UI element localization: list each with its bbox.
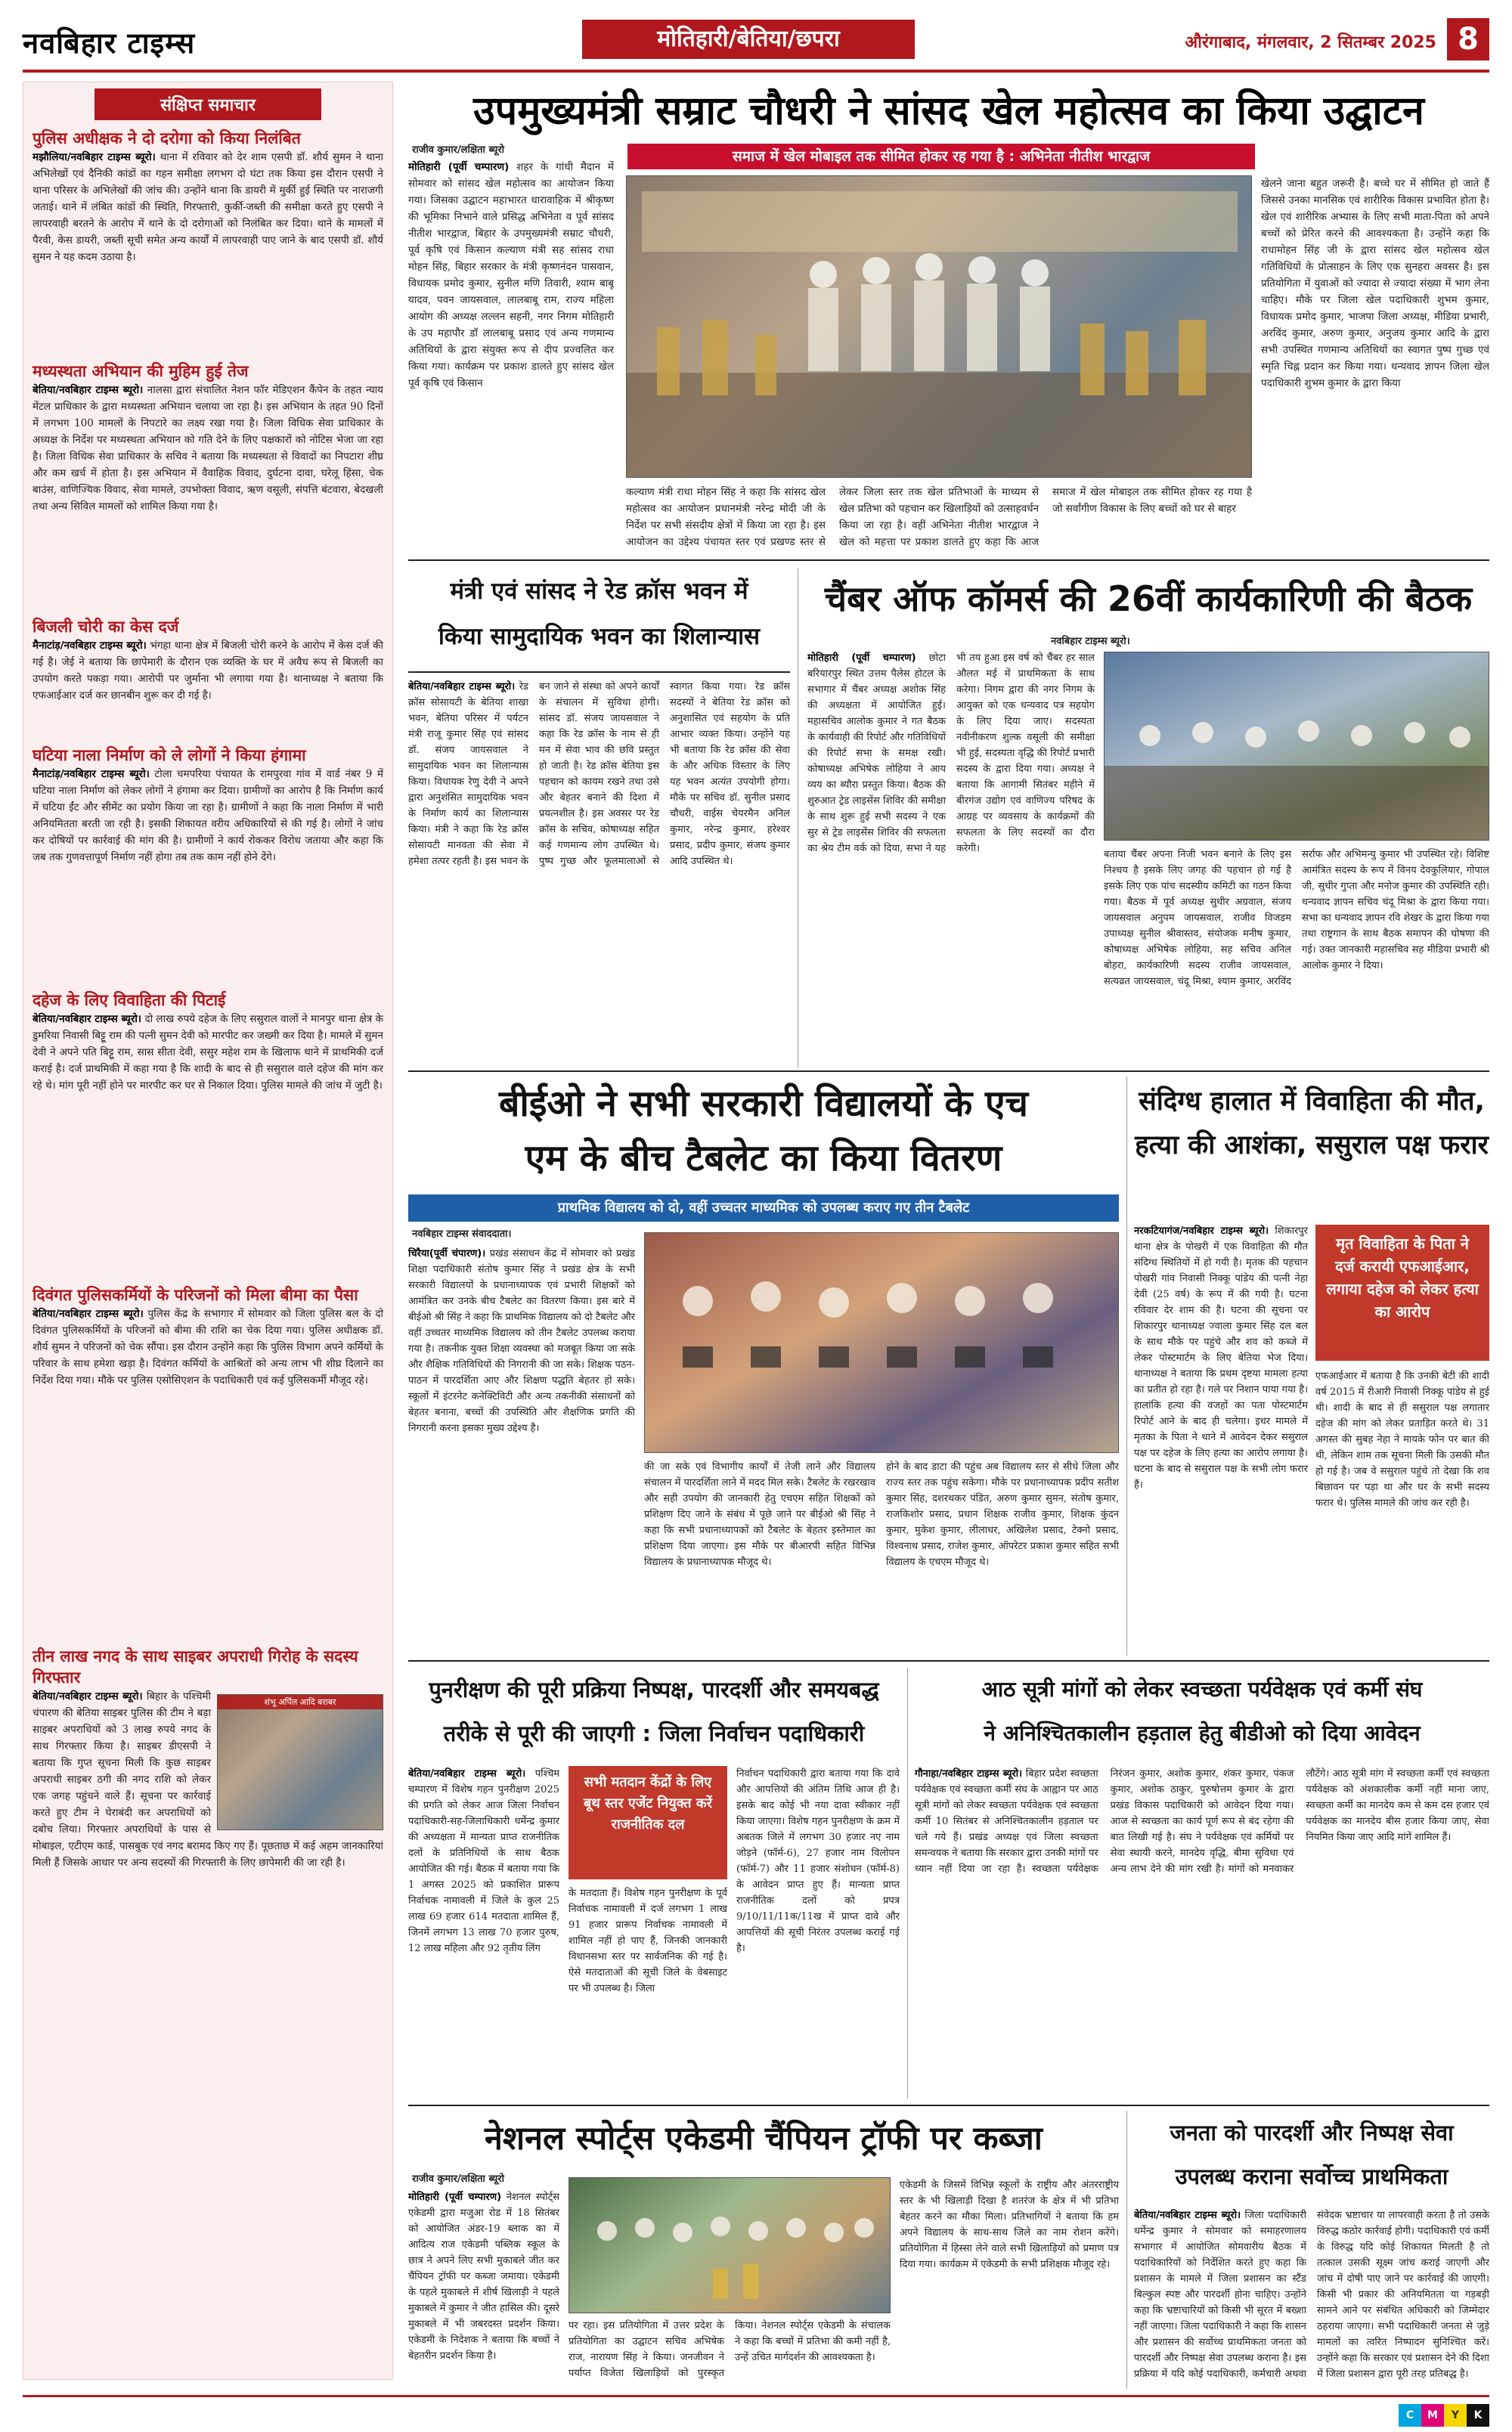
briefs-column xyxy=(23,82,393,2380)
brief-text: बिहार के पश्चिमी चंपारण की बेतिया साइबर पुलिस की टीम ने बड़ा साइबर अपराधियों को 3 लाख रुपये नगद के साथ गिरफ्तार किया है। साइबर डीएसपी ने बताया कि गुप्त सूचना मिली कि कुछ साइबर अपराधी साइबर ठगी की नगद राशि को लेकर एक जगह पहुंचने वाले हैं। सूचना पर कार्रवाई करते हुए टीम ने घेराबंदी कर अपराधियों को दबोच लिया। गिरफ्तार अपराधियों के पास से मोबाइल, एटीएम कार्ड, पासबुक एवं नगद बरामद किए गए हैं। पूछताछ में कई अहम जानकारियां मिली हैं जिसके आधार पर अन्य सदस्यों की गिरफ्तारी के लिए छापेमारी की जा रही है। xyxy=(33,1690,383,1869)
chamber-photo xyxy=(1104,652,1489,841)
tablet-photo xyxy=(644,1232,1119,1453)
brief-title: पुलिस अधीक्षक ने दो दरोगा को किया निलंबित xyxy=(33,129,301,147)
tablet-body-left-text: प्रखंड संसाधन केंद्र में सोमवार को प्रखंड शिक्षा पदाधिकारी संतोष कुमार सिंह ने प्रखंड क्षेत्र के सभी सरकारी विद्यालयों के प्रधानाध्यापक एवं प्रभारी शिक्षकों को आमंत्रित कर उनके बीच टैबलेट का वितरण किया। इस बारे में बीईओ श्री सिंह ने कहा कि प्राथमिक विद्यालय को दो टैबलेट और वहीं उच्चतर माध्यमिक विद्यालय को तीन टैबलेट उपलब्ध कराया गया है। तकनीक युक्त शिक्षा व्यवस्था को मजबूत किया जा सके और शैक्षिक गतिविधियों की निगरानी की जा सके। शिक्षक पठन-पाठन में पारदर्शिता आए और शिक्षण पद्धति बेहतर हो सके। स्कूलों में इंटरनेट कनेक्टिविटी और अन्य तकनीकी संसाधनों को बेहतर बनाना, बच्चों की उपस्थिति और शैक्षणिक प्रगति की निगरानी करना इसका मुख्य उद्देश्य है। xyxy=(408,1248,635,1434)
tablet-body-left xyxy=(408,1246,635,1654)
lead-byline: राजीव कुमार/लक्षिता ब्यूरो xyxy=(412,144,505,156)
election-pull-quote: सभी मतदान केंद्रों के लिए बूथ स्तर एजेंट नियुक्त करें राजनीतिक दल xyxy=(569,1766,727,1879)
tablet-headline-line1: बीईओ ने सभी सरकारी विद्यालयों के एच xyxy=(499,1083,1028,1125)
lead-body-right: खेलने जाना बहुत जरूरी है। बच्चे घर में सीमित हो जाते हैं जिससे उनका मानसिक एवं शारीरिक विकास प्रभावित होता है। खेल एवं शारीरिक अभ्यास के लिए सभी माता-पिता को अपने बच्चों को प्रेरित करने की आवश्यकता है। उन्होंने कहा कि राधामोहन सिंह जी के द्वारा सांसद खेल महोत्सव खेल गतिविधियों के प्रोत्साहन के लिए एक सुनहरा अवसर है। इस प्रतियोगिता में युवाओं को ज्यादा से ज्यादा संख्या में भाग लेना चाहिए। मौके पर जिला खेल पदाधिकारी शुभम कुमार, विधायक प्रमोद कुमार, भाजपा जिला अध्यक्ष, मीडिया प्रभारी, अरविंद कुमार, अरुण कुमार, अनुजय कुमार आदि के द्वारा सभी उपस्थित गणमान्य अतिथियों का स्वागत पुष्प गुच्छ एवं स्मृति चिह्न प्रदान कर किया गया। धन्यवाद ज्ञापन जिला खेल पदाधिकारी शुभम कुमार के द्वारा किया xyxy=(1261,178,1489,389)
election-body-left xyxy=(408,1766,559,2099)
chamber-body-left xyxy=(807,650,1095,1064)
lead-photo xyxy=(626,175,1252,478)
cmyk-c-mark: C xyxy=(1399,2404,1421,2427)
section-banner: मोतिहारी/बेतिया/छपरा xyxy=(582,20,915,59)
brief-dateline: मझौलिया/नवबिहार टाइम्स ब्यूरो। xyxy=(33,151,156,163)
janta-headline-line2: उपलब्ध कराना सर्वोच्च प्राथमिकता xyxy=(1175,2164,1448,2189)
brief-dateline: बेतिया/नवबिहार टाइम्स ब्यूरो। xyxy=(33,1690,143,1702)
lead-banner: समाज में खेल मोबाइल तक सीमित होकर रह गया है : अभिनेता नीतीश भारद्वाज xyxy=(627,144,1255,169)
tablet-body-right: होने के बाद डाटा की पहुंच अब विद्यालय स्तर से सीधे जिला और राज्य स्तर तक पहुंच सकेगा। मौके पर प्रधानाध्यापक प्रदीप सतीश कुमार सिंह, दशरथकर पंडित, अरुण कुमार सुमन, संतोष कुमार, राजकिशोर प्रसाद, प्रधान शिक्षक राजीव कुमार, शिक्षक कुंदन कुमार, मुकेश कुमार, लीलाधर, अखिलेश प्रसाद, टेक्नो प्रसाद, विश्वनाथ प्रसाद, राजेश कुमार, ऑपरेटर प्रकाश कुमार सहित सभी विद्यालय के एचएम मौजूद थे। xyxy=(886,1461,1119,1568)
dowry-body-side: एफआईआर में बताया है कि उनकी बेटी की शादी वर्ष 2015 में रीआरी निवासी निक्कू पांडेय से हुई थी। शादी के बाद से ही ससुराल पक्ष लगातार दहेज की मांग को लेकर प्रताड़ित करते थे। 31 अगस्त की सुबह नेहा ने मायके फोन पर बात की थी, लेकिन शाम तक सूचना मिली कि उसकी मौत हो गई है। जब वे ससुराल पहुंचे तो देखा कि शव बिछावन पर पड़ा था और घर के सभी सदस्य फरार थे। पुलिस मामले की जांच कर रही है। xyxy=(1315,1371,1489,1509)
brief-item xyxy=(23,982,392,1277)
lead-bottom-rule xyxy=(408,559,1489,561)
page-number: 8 xyxy=(1447,18,1489,60)
academy-body-left xyxy=(408,2189,559,2387)
brief-dateline: बेतिया/नवबिहार टाइम्स ब्यूरो। xyxy=(33,384,144,396)
dowry-body-text: शिकारपुर थाना क्षेत्र के पोखरी में एक विवाहिता की मौत संदिग्ध स्थितियों में हो गयी है। मृतक की पहचान पोखरी गांव निवासी निक्कू पांडेय की पत्नी नेहा देवी (25 वर्ष) के रूप में की गयी है। घटना रविवार देर शाम की है। घटना की सूचना पर शिकारपुर थानाध्यक्ष ज्वाला कुमार सिंह दल बल के साथ मौके पर पहुंचे और शव को कब्जे में लेकर पोस्टमार्टम के लिए बेतिया भेज दिया। थानाध्यक्ष ने बताया कि प्रथम दृष्टया मामला हत्या का प्रतीत हो रहा है। गले पर निशान पाया गया है। हालांकि हत्या की वजहों का पता पोस्टमार्टम रिपोर्ट आने के बाद ही चलेगा। इधर मामले में मृतका के पिता ने थाने में आवेदन देकर ससुराल पक्ष पर दहेज के लिए हत्या का आरोप लगाया है। घटना के बाद से ससुराल पक्ष के सभी लोग फरार हैं। xyxy=(1134,1225,1308,1491)
tablet-headline-line2: एम के बीच टैबलेट का किया वितरण xyxy=(525,1137,1002,1179)
redcross-headline-line1: मंत्री एवं सांसद ने रेड क्रॉस भवन में xyxy=(450,578,748,605)
janta-dateline: बेतिया/नवबिहार टाइम्स ब्यूरो। xyxy=(1134,2210,1241,2221)
chamber-body-right: बताया चैंबर अपना निजी भवन बनाने के लिए इस निश्चय है इसके लिए जगह की पहचान हो गई है इसके लिए एक पांच सदस्यीय कमिटी का गठन किया गया। बैठक में पूर्व अध्यक्ष सुधीर अग्रवाल, संजय जायसवाल अनुपम जायसवाल, राजीव विजडम उपाध्यक्ष सुनील श्रीवास्तव, संयोजक मनीष कुमार, कोषाध्यक्ष अभिषेक लोहिया, सह सचिव अनिल बोहरा, कार्यकारिणी सदस्य राजीव जायसवाल, सत्यव्रत जायसवाल, चंदू मिश्रा, श्याम कुमार, अरविंद सर्राफ और अभिमन्यु कुमार भी उपस्थित रहे। विशिष्ट आमंत्रित सदस्य के रूप में विनय देवकुलियार, गोपाल जी, सुधीर गुप्ता और मनोज कुमार की उपस्थिति रही। धन्यवाद ज्ञापन सचिव चंदू मिश्रा के द्वारा किया गया। सभा का धन्यवाद ज्ञापन रवि शेखर के द्वारा किया गया तथा राष्ट्रगान के साथ बैठक समापन की घोषणा की गई। उक्त जानकारी महासचिव सह मीडिया प्रभारी श्री आलोक कुमार ने दिया। xyxy=(1104,849,1489,987)
brief-text: पुलिस केंद्र के सभागार में सोमवार को जिला पुलिस बल के दो दिवंगत पुलिसकर्मियों के परिजनों को बीमा की राशि का चेक दिया गया। पुलिस अधीक्षक डॉ. शौर्य सुमन ने परिजनों को चेक सौंपा। इस दौरान उन्होंने कहा कि पुलिस विभाग अपने कर्मियों के परिवार के साथ हमेशा खड़ा है। दिवंगत कर्मियों के आश्रितों को अन्य लाभ भी शीघ्र दिलाने का निर्देश दिया गया। मौके पर पुलिस एसोसिएशन के पदाधिकारी एवं कई पुलिसकर्मी मौजूद रहे। xyxy=(33,1308,383,1386)
brief-text: टोला चमपरिया पंचायत के रामपुरवा गांव में वार्ड नंबर 9 में घटिया नाला निर्माण को लेकर लोगों ने हंगामा कर दिया। ग्रामीणों का आरोप है कि निर्माण कार्य में घटिया ईंट और सीमेंट का प्रयोग किया जा रहा है। ग्रामीणों ने कहा कि नाला निर्माण में भारी अनियमितता बरती जा रही है। इसकी शिकायत वरीय अधिकारियों से की गई है। लोगों ने जांच कर दोषियों पर कार्रवाई की मांग की है। ग्रामीणों ने कार्य रोककर विरोध जताया और कहा कि जब तक गुणवत्तापूर्ण निर्माण नहीं होगा तब तक काम नहीं होने देंगे। xyxy=(33,768,383,863)
chamber-byline: नवबिहार टाइम्स ब्यूरो। xyxy=(1051,636,1130,647)
election-body-mid: के मतदाता हैं। विशेष गहन पुनरीक्षण के पूर्व निर्वाचक नामावली में दर्ज लगभग 1 लाख 91 हजार प्रारूप निर्वाचक नामावली में शामिल नहीं हो पाए हैं, जिनकी जानकारी विधानसभा स्तर पर सार्वजनिक की गई है। ऐसे मतदाताओं की सूची जिले के वेबसाइट पर भी उपलब्ध है। जिला xyxy=(569,1888,727,1994)
brief-item xyxy=(23,1638,392,2308)
tablet-body-mid: की जा सके एवं विभागीय कार्यों में तेजी लाने और विद्यालय संचालन में पारदर्शिता लाने में मदद मिल सके। टैबलेट के रखरखाव और सही उपयोग की जानकारी हेतु एचएम सहित शिक्षकों को प्रशिक्षण दिए जाने के संबंध में पूछे जाने पर बीईओ श्री सिंह ने कहा कि सभी प्रधानाध्यापकों को टैबलेट के बेहतर इस्तेमाल का प्रशिक्षण दिया जाएगा। इस मौके पर बीआरपी सहित विभिन्न विद्यालय के प्रधानाध्यापक मौजूद थे। xyxy=(644,1461,875,1568)
dowry-headline: संदिग्ध हालात में विवाहिता की मौत, हत्या की आशंका, ससुराल पक्ष फरार xyxy=(1135,1086,1489,1160)
tablet-dateline: चिरैया(पूर्वी चंपारण)। xyxy=(408,1248,486,1259)
lead-caption: कल्याण मंत्री राधा मोहन सिंह ने कहा कि सांसद खेल महोत्सव का आयोजन प्रधानमंत्री नरेन्द्र मोदी जी के निर्देश पर सभी संसदीय क्षेत्रों में किया जा रहा है। इस आयोजन का उद्देश्य पंचायत स्तर एवं प्रखण्ड स्तर से लेकर जिला स्तर तक खेल प्रतिभाओं के माध्यम से खेल प्रतिभा को पहचान कर खिलाड़ियों को उत्साहवर्धन किया जा रहा है। वहीं अभिनेता नीतीश भारद्वाज ने खेल को महत्ता पर प्रकाश डालते हुए कहा कि आज समाज में खेल मोबाइल तक सीमित होकर रह गया है जो सर्वांगीण विकास के लिए बच्चों को घर से बाहर xyxy=(626,486,1252,548)
mid-rule xyxy=(408,1070,1489,1072)
tablet-byline: नवबिहार टाइम्स संवाददाता। xyxy=(412,1228,512,1240)
janta-body xyxy=(1134,2207,1489,2387)
redcross-headline xyxy=(408,568,790,667)
brief-item xyxy=(23,353,392,609)
masthead xyxy=(23,14,1489,74)
dowry-body-top xyxy=(1134,1223,1308,1654)
brief-title: मध्यस्थता अभियान की मुहिम हुई तेज xyxy=(33,362,249,380)
janta-headline-line1: जनता को पारदर्शी और निष्पक्ष सेवा xyxy=(1170,2120,1454,2145)
mid-rule-3 xyxy=(408,2105,1489,2106)
brief-text: दो लाख रुपये दहेज के लिए ससुराल वालों ने मानपुर थाना क्षेत्र के डुमरिया निवासी बिट्टू राम की पत्नी सुमन देवी को मारपीट कर जख्मी कर दिया है। मामले में सुमन देवी ने अपने पति बिट्टू राम, सास सीता देवी, ससुर महेश राम के खिलाफ थाने में प्राथमिकी दर्ज कराई है। दर्ज प्राथमिकी में कहा गया है कि शादी के बाद से ही ससुराल वाले दहेज की मांग कर रहे थे। मांग पूरी नहीं होने पर मारपीट कर घर से निकाल दिया। पुलिस मामले की जांच में जुटी है। xyxy=(33,1013,383,1092)
redcross-headline-rule xyxy=(408,671,790,673)
election-headline xyxy=(408,1668,900,1758)
tablet-banner: प्राथमिक विद्यालय को दो, वहीं उच्चतर माध्यमिक को उपलब्ध कराए गए तीन टैबलेट xyxy=(408,1194,1119,1222)
lead-headline: उपमुख्यमंत्री सम्राट चौधरी ने सांसद खेल महोत्सव का किया उद्घाटन xyxy=(473,88,1424,134)
chamber-dateline: मोतिहारी (पूर्वी चम्पारण) xyxy=(807,652,916,664)
election-body-right: निर्वाचन पदाधिकारी द्वारा बताया गया कि दावे और आपत्तियों की अंतिम तिथि आज ही है। इसके बाद कोई भी नया दावा स्वीकार नहीं किया जाएगा। विशेष गहन पुनरीक्षण के क्रम में अबतक जिले में लगभग 30 हजार नए नाम जोड़ने (फॉर्म-6), 27 हजार नाम विलोपन (फॉर्म-7) और 11 हजार संशोधन (फॉर्म-8) के आवेदन प्राप्त हुए हैं। मान्यता प्राप्त राजनीतिक दलों को प्रपत्र 9/10/11/11क/11ख में प्राप्त दावे और आपत्तियों की सूची निरंतर उपलब्ध कराई गई है। xyxy=(736,1768,900,1954)
chamber-photo-art xyxy=(1105,652,1489,841)
redcross-headline-line2: किया सामुदायिक भवन का शिलान्यास xyxy=(438,623,761,650)
academy-byline: राजीव कुमार/लक्षिता ब्यूरो xyxy=(412,2173,505,2185)
brief-title: बिजली चोरी का केस दर्ज xyxy=(33,618,179,636)
janta-body-text: जिला पदाधिकारी धर्मेन्द्र कुमार ने सोमवार को समाहरणालय सभागार में आयोजित सोमवारीय बैठक में पदाधिकारियों को निर्देशित करते हुए कहा कि प्रशासन के मामले में जिला प्रशासन का स्टैंड बिल्कुल स्पष्ट और पारदर्शी होना चाहिए। उन्होंने कहा कि भ्रष्टाचारियों को किसी भी सूरत में बख्शा नहीं जाएगा। जिला पदाधिकारी ने कहा कि शासन और प्रशासन की सर्वोच्च प्राथमिकता जनता को पारदर्शी और निष्पक्ष सेवा उपलब्ध कराना है। इस प्रक्रिया में यदि कोई पदाधिकारी, कर्मचारी अथवा संवेदक भ्रष्टाचार या लापरवाही करता है तो उसके विरुद्ध कठोर कार्रवाई होगी। पदाधिकारी एवं कर्मी के विरुद्ध यदि कोई शिकायत मिलती है तो तत्काल उसकी सूक्ष्म जांच कराई जाएगी और जांच में दोषी पाए जाने पर कार्रवाई की जाएगी। किसी भी प्रकार की अनियमितता या गड़बड़ी सामने आने पर संबंधित अधिकारी को जिम्मेदार ठहराया जाएगा। सभी पदाधिकारी जनता से जुड़े मामलों का त्वरित निष्पादन सुनिश्चित करें। उन्होंने कहा कि सरकार एवं प्रशासन देने की दिशा में जिला प्रशासन द्वारा पूरी तरह प्रतिबद्ध है। xyxy=(1134,2210,1489,2380)
election-headline-line1: पुनरीक्षण की पूरी प्रक्रिया निष्पक्ष, पारदर्शी और समयबद्ध xyxy=(429,1677,879,1702)
brief-text: थाना में रविवार को देर शाम एसपी डॉ. शौर्य सुमन ने थाना अभिलेखों एवं दैनिकी कांडों का गहन समीक्षा लगभग दो घंटा तक किया इस दौरान एसपी ने थाना परिसर के अभिलेखों की जांच की। उन्होंने थाना कि डायरी में मुर्की हुई स्थिति पर नाराजगी जताई। थाने में लंबित कांडों की स्थिति, गिरफ्तारी, कुर्की-जब्ती की समीक्षा करते हुए एसपी ने लापरवाही बरतने के आरोप में थाने के दो दरोगाओं को निलंबित कर दिया। थाने के मामलों में पैरवी, केस डायरी, जब्ती सूची समेत अन्य कार्यों में लापरवाही पाए जाने के बाद एसपी डॉ. शौर्य सुमन ने यह कदम उठाया है। xyxy=(33,151,383,263)
lead-body-left-text: शहर के गांधी मैदान में सोमवार को सांसद खेल महोत्सव का आयोजन किया गया। जिसका उद्घाटन महाभारत धारावाहिक में श्रीकृष्ण की भूमिका निभाने वाले प्रसिद्ध अभिनेता व पूर्व सांसद नीतीश भारद्वाज, बिहार के उपमुख्यमंत्री सम्राट चौधरी, पूर्व कृषि एवं किसान कल्याण मंत्री सह सांसद राधा मोहन सिंह, बिहार सरकार के मंत्री कृष्णनंदन पासवान, विधायक प्रमोद कुमार, सुनील मणि तिवारी, श्याम बाबू यादव, पवन जायसवाल, लालबाबू राम, राज्य महिला आयोग की अध्यक्ष लल्लन सहनी, नगर निगम मोतिहारी के उप महापौर डॉ लालबाबू प्रसाद एवं अन्य गणमान्य अतिथियों के द्वारा संयुक्त रूप से दीप प्रज्वलित कर किया गया। कार्यक्रम पर प्रकाश डालते हुए सांसद खेल पूर्व कृषि एवं किसान xyxy=(408,161,614,389)
academy-dateline: मोतिहारी (पूर्वी चम्पारण) xyxy=(408,2192,502,2203)
brief-body xyxy=(33,766,383,982)
academy-headline: नेशनल स्पोर्ट्स एकेडमी चैंपियन ट्रॉफी पर कब्जा xyxy=(485,2120,1043,2158)
mid-rule-2 xyxy=(408,1660,1489,1662)
strike-body xyxy=(915,1766,1489,2099)
strike-headline-line2: ने अनिश्चितकालीन हड़ताल हेतु बीडीओ को दिया आवेदन xyxy=(984,1721,1421,1746)
brief-title: तीन लाख नगद के साथ साइबर अपराधी गिरोह के सदस्य गिरफ्तार xyxy=(33,1647,358,1687)
janta-headline xyxy=(1134,2111,1489,2201)
cmyk-marks xyxy=(1399,2404,1489,2427)
lead-photo-art xyxy=(627,176,1252,478)
strike-headline xyxy=(915,1668,1489,1758)
brief-dateline: मैनाटांड़/नवबिहार टाइम्स ब्यूरो। xyxy=(33,768,150,780)
brief-dateline: मैनाटांड़/नवबिहार टाइम्स ब्यूरो। xyxy=(33,640,147,652)
brief-text: नालसा द्वारा संचालित नेशन फॉर मेडिएशन कैंपेन के तहत न्याय मेंटल प्राधिकार के द्वारा मध्यस्थता अभियान चलाया जा रहा है। इस अभियान के तहत 90 दिनों में लगभग 100 मामलों के निपटारे का लक्ष्य रखा गया है। जिला विधिक सेवा प्राधिकार के अध्यक्ष के निर्देश पर मध्यस्थता अभियान को गति देने के लिए पक्षकारों को नोटिस भेजा जा रहा है। जिला विधिक सेवा प्राधिकार के सचिव ने बताया कि मध्यस्थता से विवादों का निपटारा शीघ्र और कम खर्च में होता है। इस अभियान में वैवाहिक विवाद, दुर्घटना दावा, घरेलू हिंसा, चेक बाउंस, वाणिज्यिक विवाद, सेवा मामले, उपभोक्ता विवाद, ऋण वसूली, संपत्ति बंटवारा, बेदखली तथा अन्य सिविल मामलों को शामिल किया गया है। xyxy=(33,384,383,513)
brief-title: दिवंगत पुलिसकर्मियों के परिजनों को मिला बीमा का पैसा xyxy=(33,1286,358,1304)
cmyk-m-mark: M xyxy=(1421,2404,1444,2427)
academy-body-right: एकेडमी के जिसमें विभिन्न स्कूलों के राष्ट्रीय और अंतरराष्ट्रीय स्तर के भी खिलाड़ी दिखा है शतरंज के क्षेत्र में भी प्रतिभा बेहतर करने का मौका मिला। प्रतिभागियों ने बताया कि हम अपने विद्यालय के साथ-साथ जिले का नाम रोशन करेंगे। प्रतियोगिता में हिस्सा लेने वाले सभी खिलाड़ियों को प्रमाण पत्र दिया गया। कार्यक्रम में एकेडमी के सभी प्रशिक्षक मौजूद रहे। xyxy=(900,2180,1119,2270)
brief-body xyxy=(33,1688,383,2308)
brief-dateline: बेतिया/नवबिहार टाइम्स ब्यूरो। xyxy=(33,1308,144,1320)
lead-dateline: मोतिहारी (पूर्वी चम्पारण) xyxy=(408,161,510,173)
academy-photo-art xyxy=(569,2178,891,2313)
brief-item xyxy=(23,128,392,353)
redcross-body xyxy=(408,679,790,1064)
masthead-rule xyxy=(23,70,1489,73)
brief-item xyxy=(23,1277,392,1638)
brief-title: दहेज के लिए विवाहिता की पिटाई xyxy=(33,991,226,1009)
chamber-body-left-text: छोटा बरियारपुर स्थित उत्तम पैलेस होटल के सभागार में चैंबर अध्यक्ष अशोक सिंह की अध्यक्षता में आयोजित हुई। महासचिव आलोक कुमार ने गत बैठक के कार्यवाही की रिपोर्ट और गतिविधियों की रिपोर्ट सभा के समक्ष रखी। कोषाध्यक्ष अभिषेक लोहिया ने आय व्यय का ब्यौरा प्रस्तुत किया। बैठक की शुरुआत ट्रेड लाइसेंस शिविर की समीक्षा के साथ शुरू हुई सभी सदस्य ने एक सुर से ट्रेड लाइसेंस शिविर की सफलता का श्रेय टीम वर्क को दिया, सभा ने यह भी तय हुआ इस वर्ष को चैंबर हर साल औलत मई में प्राथमिकता के साथ करेगा। निगम द्वारा की नगर निगम के आयुक्त को एक धन्यवाद पत्र सहयोग के लिए दिया जाए। सदस्यता नवीनीकरण शुल्क वसूली की समीक्षा भी हुई, सदस्यता वृद्धि की रिपोर्ट प्रभारी सदस्य के द्वारा दिया गया। अध्यक्ष ने बताया कि आगामी सितंबर महीने में बीरगंज उद्योग एवं वाणिज्य परिषद के आग्रह पर व्यवसाय के कार्यक्रमों की सफलता के लिए सदस्यों का दौरा करेगी। xyxy=(807,652,1095,854)
lead-body-left xyxy=(408,159,614,484)
column-divider xyxy=(907,1668,908,2099)
strike-dateline: गौनाहा/नवबिहार टाइम्स ब्यूरो। xyxy=(915,1768,1023,1780)
academy-body-left-text: नेशनल स्पोर्ट्स एकेडमी द्वारा मजुआ रोड में 18 सितंबर को आयोजित अंडर-19 ब्लाक का में आदित्य राज एकेडमी पब्लिक स्कूल के छात्र ने अपने लिए सभी मुकाबले जीत कर चैंपियन ट्रॉफी पर कब्जा जमाया। एकेडमी के पहले मुकाबले में शीर्ष खिलाड़ी ने पहले मुकाबले में कुमार ने जीत हासिल की। दूसरे मुकाबले में भी जबरदस्त प्रदर्शन किया। एकेडमी के निदेशक ने बताया कि बच्चों ने बेहतरीन प्रदर्शन किया है। xyxy=(408,2192,559,2362)
strike-headline-line1: आठ सूत्री मांगों को लेकर स्वच्छता पर्यवेक्षक एवं कर्मी संघ xyxy=(981,1677,1423,1702)
tablet-headline xyxy=(408,1077,1119,1190)
election-headline-line2: तरीके से पूरी की जाएगी : जिला निर्वाचन पदाधिकारी xyxy=(443,1721,865,1746)
tablet-photo-art xyxy=(645,1233,1119,1453)
brief-body xyxy=(33,149,383,353)
brief-text: भंगहा थाना क्षेत्र में बिजली चोरी करने के आरोप में केस दर्ज की गई है। जेई ने बताया कि छापेमारी के दौरान एक व्यक्ति के घर में अवैध रूप से बिजली का उपयोग करते पकड़ा गया। आरोपी पर जुर्माना भी लगाया गया है। थानाध्यक्ष ने बताया कि एफआईआर दर्ज कर छानबीन शुरू कर दी गई है। xyxy=(33,640,383,702)
dowry-pull-quote: मृत विवाहिता के पिता ने दर्ज करायी एफआईआर, लगाया दहेज को लेकर हत्या का आरोप xyxy=(1315,1225,1489,1361)
date-line: औरंगाबाद, मंगलवार, 2 सितम्बर 2025 xyxy=(1185,33,1436,52)
academy-photo xyxy=(569,2177,891,2313)
strike-body-text: बिहार प्रदेश स्वच्छता पर्यवेक्षक एवं स्वच्छता कर्मी संघ के आह्वान पर आठ सूत्री मांगों को लेकर स्वच्छता पर्यवेक्षक एवं स्वच्छता कर्मी 10 सितंबर से अनिश्चितकालीन हड़ताल पर चले गये हैं। प्रखंड अध्यक्ष एवं जिला स्वच्छता समन्वयक ने बताया कि सरकार द्वारा उनकी मांगों पर ध्यान नहीं दिया जा रहा है। स्वच्छता पर्यवेक्षक निरंजन कुमार, अशोक कुमार, शंकर कुमार, पंकज कुमार, अशोक ठाकुर, पुरुषोत्तम कुमार के द्वारा प्रखंड विकास पदाधिकारी को आवेदन दिया गया। आज से स्वच्छता का कार्य पूर्ण रूप से बंद रहेगा की बात लिखी गई है। संघ ने पर्यवेक्षक एवं कर्मियों पर सेवा स्थायी करने, मानदेय वृद्धि, बीमा सुविधा एवं अन्य लाभ देने की मांग रखी है। मांगों को मनवाकर लौटेंगे। आठ सूत्री मांग में स्वच्छता कर्मी एवं स्वच्छता पर्यवेक्षक को अंशकालीक कर्मी नहीं माना जाए, स्वच्छता कर्मी का मानदेय कम से कम दस हजार एवं पर्यवेक्षक का मानदेय बीस हजार किया जाए, सेवा नियमित किया जाए आदि मांगें शामिल हैं। xyxy=(915,1768,1489,1875)
chamber-headline: चैंबर ऑफ कॉमर्स की 26वीं कार्यकारिणी की बैठक xyxy=(824,578,1473,619)
brief-dateline: बेतिया/नवबिहार टाइम्स ब्यूरो। xyxy=(33,1013,142,1025)
redcross-dateline: बेतिया/नवबिहार टाइम्स ब्यूरो। xyxy=(408,681,516,692)
dowry-dateline: नरकटियागंज/नवबिहार टाइम्स ब्यूरो। xyxy=(1134,1225,1269,1237)
paper-name: नवबिहार टाइम्स xyxy=(23,26,196,60)
footer-rule xyxy=(23,2395,1489,2397)
cyber-photo-label: शंभू अर्पिल आदि बराबर xyxy=(218,1695,383,1709)
brief-body xyxy=(33,382,383,609)
column-divider xyxy=(1126,1077,1127,1656)
academy-body-mid: पर रहा। इस प्रतियोगिता में उत्तर प्रदेश के प्रतियोगिता का उद्घाटन सचिव अभिषेक राज, नारायण सिंह ने किया। जनजीवन ने पर्याप्त विजेता खिलाड़ियों को पुरस्कृत किया। नेशनल स्पोर्ट्स एकेडमी के संचालक ने कहा कि बच्चों में प्रतिभा की कमी नहीं है, उन्हें उचित मार्गदर्शन की आवश्यकता है। xyxy=(569,2320,891,2379)
column-divider xyxy=(1126,2111,1127,2389)
cmyk-k-mark: K xyxy=(1467,2404,1489,2427)
cmyk-y-mark: Y xyxy=(1444,2404,1467,2427)
brief-body xyxy=(33,1011,383,1277)
brief-item xyxy=(23,609,392,737)
brief-body xyxy=(33,1306,383,1638)
brief-body xyxy=(33,637,383,737)
brief-title: घटिया नाला निर्माण को ले लोगों ने किया हंगामा xyxy=(33,746,306,764)
briefs-header: संक्षिप्त समाचार xyxy=(94,88,321,120)
election-body-left-text: पश्चिम चम्पारण में विशेष गहन पुनरीक्षण 2025 की प्रगति को लेकर आज जिला निर्वाचन पदाधिकारी-सह-जिलाधिकारी धर्मेन्द्र कुमार की अध्यक्षता में मान्यता प्राप्त राजनीतिक दलों के प्रतिनिधियों के साथ बैठक आयोजित की गई। बैठक में बताया गया कि 1 अगस्त 2025 को प्रकाशित प्रारूप निर्वाचक नामावली में जिले के कुल 25 लाख 69 हजार 614 मतदाता शामिल हैं, जिनमें लगभग 13 लाख 70 हजार पुरुष, 12 लाख महिला और 92 तृतीय लिंग xyxy=(408,1768,559,1954)
brief-item xyxy=(23,737,392,982)
redcross-body-text: रेड क्रॉस सोसायटी के बेतिया शाखा भवन, बेतिया परिसर में पर्यटन मंत्री राजू कुमार सिंह एवं सांसद डॉ. संजय जायसवाल ने सामुदायिक भवन का शिलान्यास किया। विधायक रेणु देवी ने अपने द्वारा अनुशंसित सामुदायिक भवन के निर्माण कार्य का शिलान्यास किया। मंत्री ने कहा कि रेड क्रॉस सोसायटी मानवता की सेवा में हमेशा तत्पर रहती है। इस भवन के बन जाने से संस्था को अपने कार्यों के संचालन में सुविधा होगी। सांसद डॉ. संजय जायसवाल ने कहा कि रेड क्रॉस के नाम से ही मन में सेवा भाव की छवि प्रस्तुत हो जाती है। रेड क्रॉस बेतिया इस पहचान को कायम रखने तथा उसे और बेहतर बनाने की दिशा में प्रयत्नशील है। इस अवसर पर रेड क्रॉस के सचिव, कोषाध्यक्ष सहित कई गणमान्य लोग उपस्थित थे। पुष्प गुच्छ और फूलमालाओं से स्वागत किया गया। रेड क्रॉस सदस्यों ने बेतिया रेड क्रॉस को अनुशासित एवं सहयोग के प्रति आभार व्यक्त किया। उन्होंने यह भी बताया कि रेड क्रॉस की सेवा के और अधिक विस्तार के लिए यह भवन अत्यंत उपयोगी होगा। मौके पर सचिव डॉ. सुनील प्रसाद चौधरी, वाईस चेयरमैन अनिल कुमार, नरेन्द्र कुमार, हरेश्वर प्रसाद, प्रदीप कुमार, संजय कुमार आदि उपस्थित थे। xyxy=(408,681,790,867)
election-dateline: बेतिया/नवबिहार टाइम्स ब्यूरो। xyxy=(408,1768,526,1780)
